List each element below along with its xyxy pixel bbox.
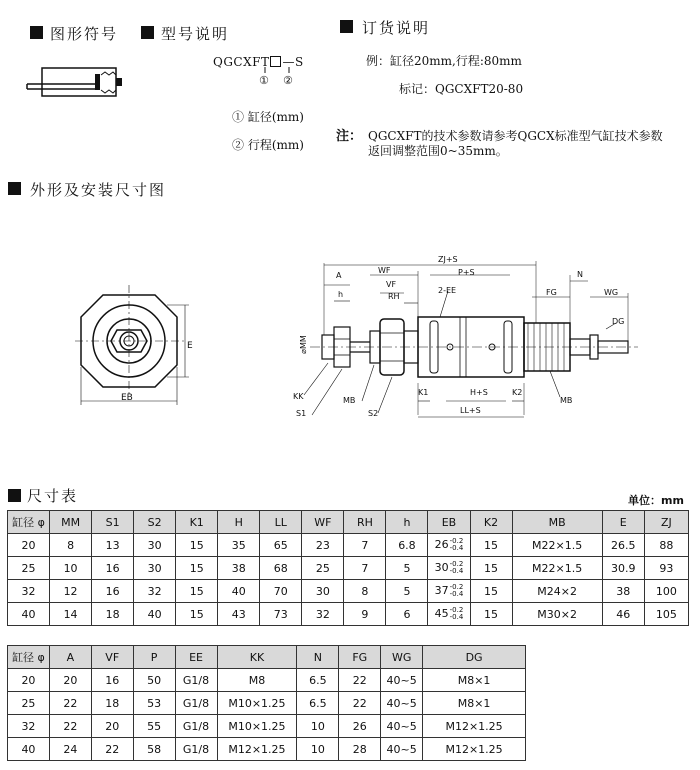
table-cell: 7 <box>344 557 386 580</box>
dimtable-heading: 尺寸表 <box>27 487 79 505</box>
table-cell: 23 <box>302 534 344 557</box>
table-cell: 15 <box>470 534 512 557</box>
dim-EE: 2-EE <box>438 286 457 295</box>
table-cell: 55 <box>133 715 175 738</box>
table-cell: 6 <box>386 603 428 626</box>
table-cell: M30×2 <box>512 603 602 626</box>
column-header: S1 <box>92 511 134 534</box>
dim-K2: K2 <box>512 388 523 397</box>
table-cell: 38 <box>218 557 260 580</box>
table-cell: 25 <box>8 692 50 715</box>
table-cell: 25 <box>8 557 50 580</box>
table-cell: 15 <box>176 580 218 603</box>
label-S2: S2 <box>368 409 379 418</box>
table-cell: 37 -0.2 -0.4 <box>428 580 470 603</box>
table-row <box>8 580 689 603</box>
table-cell: 6.5 <box>297 692 339 715</box>
table-cell: 15 <box>176 534 218 557</box>
table-cell: 70 <box>260 580 302 603</box>
table-cell: 26 -0.2 -0.4 <box>428 534 470 557</box>
table-cell: 20 <box>8 534 50 557</box>
table-cell: 40 <box>218 580 260 603</box>
column-header: DG <box>423 646 526 669</box>
symbol-heading: 图形符号 <box>50 25 119 43</box>
table-cell: 22 <box>339 669 381 692</box>
table-cell: 32 <box>8 715 50 738</box>
table-cell: 26.5 <box>602 534 644 557</box>
table-cell: 20 <box>8 669 50 692</box>
label-KK: KK <box>293 392 304 401</box>
table-cell: 30 <box>134 534 176 557</box>
table-cell: 20 <box>91 715 133 738</box>
table-cell: M22×1.5 <box>512 534 602 557</box>
dimension-table-2 <box>7 645 526 761</box>
dim-N: N <box>577 270 583 279</box>
dimension-table-1 <box>7 510 689 626</box>
column-header: P <box>133 646 175 669</box>
table-cell: G1/8 <box>175 669 217 692</box>
dim-A: A <box>336 271 342 280</box>
table-row <box>8 692 526 715</box>
order-mark: 标记：QGCXFT20-80 <box>399 82 524 96</box>
column-header: K2 <box>470 511 512 534</box>
bullet-square <box>30 26 43 39</box>
table-cell: 88 <box>644 534 688 557</box>
dim-E: E <box>187 341 193 351</box>
table-row <box>8 669 526 692</box>
table-cell: 26 <box>339 715 381 738</box>
table-row <box>8 603 689 626</box>
table-cell: 14 <box>50 603 92 626</box>
table-cell: 35 <box>218 534 260 557</box>
table-cell: M22×1.5 <box>512 557 602 580</box>
table-cell: 18 <box>92 603 134 626</box>
table-cell: 25 <box>302 557 344 580</box>
table-cell: M12×1.25 <box>217 738 297 761</box>
table-cell: 15 <box>470 557 512 580</box>
table-row <box>8 738 526 761</box>
table-cell: M10×1.25 <box>217 715 297 738</box>
table-cell: 40 <box>134 603 176 626</box>
cylinder-symbol <box>25 62 125 106</box>
table-cell: 20 <box>49 669 91 692</box>
column-header: FG <box>339 646 381 669</box>
dim-VF: VF <box>386 280 397 289</box>
table-cell: 40~5 <box>381 692 423 715</box>
table-header-row <box>8 646 526 669</box>
table-cell: 100 <box>644 580 688 603</box>
table-cell: 50 <box>133 669 175 692</box>
table-cell: 10 <box>297 738 339 761</box>
dim-K1: K1 <box>418 388 429 397</box>
column-header: RH <box>344 511 386 534</box>
table-cell: 6.5 <box>297 669 339 692</box>
model-code: QGCXFT —S <box>213 55 304 69</box>
dim-WG: WG <box>604 288 619 297</box>
tolerance: -0.2 -0.4 <box>449 560 464 575</box>
table-cell: G1/8 <box>175 692 217 715</box>
table-cell: 15 <box>176 603 218 626</box>
table-cell: M8 <box>217 669 297 692</box>
tolerance: -0.2 -0.4 <box>449 537 464 552</box>
order-example: 例：缸径20mm,行程:80mm <box>366 54 522 68</box>
bullet-square <box>8 182 21 195</box>
column-header: 缸径 φ <box>8 646 50 669</box>
column-header: WG <box>381 646 423 669</box>
column-header: H <box>218 511 260 534</box>
table-cell: 5 <box>386 580 428 603</box>
label-MB2: MB <box>560 396 573 405</box>
model-heading: 型号说明 <box>161 25 230 43</box>
column-header: K1 <box>176 511 218 534</box>
bullet-square <box>340 20 353 33</box>
dim-HS: H+S <box>470 388 488 397</box>
dim-EB: EB <box>121 393 133 403</box>
order-heading: 订货说明 <box>362 19 431 37</box>
column-header: S2 <box>134 511 176 534</box>
column-header: A <box>49 646 91 669</box>
table-cell: 8 <box>50 534 92 557</box>
column-header: MM <box>50 511 92 534</box>
table-cell: 46 <box>602 603 644 626</box>
table-cell: 40~5 <box>381 715 423 738</box>
dim-LLS: LL+S <box>460 406 481 415</box>
table-cell: M8×1 <box>423 669 526 692</box>
table-cell: 24 <box>49 738 91 761</box>
label-S1: S1 <box>296 409 307 418</box>
table-cell: 22 <box>91 738 133 761</box>
model-item-stroke: ② 行程(mm) <box>232 138 304 152</box>
bullet-square <box>141 26 154 39</box>
table-cell: 30.9 <box>602 557 644 580</box>
bullet-square <box>8 489 21 502</box>
table-cell: 15 <box>176 557 218 580</box>
table-cell: 40~5 <box>381 669 423 692</box>
column-header: WF <box>302 511 344 534</box>
note-line-2: 返回调整范围0~35mm。 <box>368 144 508 158</box>
column-header: ZJ <box>644 511 688 534</box>
table-cell: 45 -0.2 -0.4 <box>428 603 470 626</box>
column-header: EB <box>428 511 470 534</box>
table-cell: 16 <box>92 580 134 603</box>
dim-RH: RH <box>388 292 400 301</box>
table-cell: 93 <box>644 557 688 580</box>
table-cell: M10×1.25 <box>217 692 297 715</box>
table-cell: 6.8 <box>386 534 428 557</box>
table-cell: 8 <box>344 580 386 603</box>
table-cell: 10 <box>50 557 92 580</box>
marker-1: ① <box>259 74 269 87</box>
table-cell: G1/8 <box>175 715 217 738</box>
table-cell: 40 <box>8 738 50 761</box>
table-cell: 30 <box>302 580 344 603</box>
table-cell: M24×2 <box>512 580 602 603</box>
table-cell: 22 <box>339 692 381 715</box>
column-header: N <box>297 646 339 669</box>
table-cell: 15 <box>470 603 512 626</box>
column-header: LL <box>260 511 302 534</box>
dim-ZJS: ZJ+S <box>438 255 458 264</box>
dim-FG: FG <box>546 288 557 297</box>
dim-PS: P+S <box>458 268 475 277</box>
table-cell: 53 <box>133 692 175 715</box>
table-cell: 40~5 <box>381 738 423 761</box>
model-item-bore: ① 缸径(mm) <box>232 110 304 124</box>
tolerance: -0.2 -0.4 <box>449 606 464 621</box>
table-cell: 16 <box>92 557 134 580</box>
table-cell: M12×1.25 <box>423 738 526 761</box>
table-cell: 15 <box>470 580 512 603</box>
table-cell: 32 <box>8 580 50 603</box>
note-line-1: QGCXFT的技术参数请参考QGCX标准型气缸技术参数 <box>368 129 663 143</box>
table-cell: 5 <box>386 557 428 580</box>
table-cell: 30 <box>134 557 176 580</box>
table-cell: 12 <box>50 580 92 603</box>
column-header: E <box>602 511 644 534</box>
table-cell: 32 <box>134 580 176 603</box>
dim-WF: WF <box>378 266 391 275</box>
dim-DG: DG <box>612 317 625 326</box>
table-cell: 28 <box>339 738 381 761</box>
table-cell: 68 <box>260 557 302 580</box>
tolerance: -0.2 -0.4 <box>449 583 464 598</box>
table-cell: 22 <box>49 715 91 738</box>
table-row <box>8 534 689 557</box>
table-cell: 7 <box>344 534 386 557</box>
table-cell: 10 <box>297 715 339 738</box>
table-cell: 73 <box>260 603 302 626</box>
table-cell: 30 -0.2 -0.4 <box>428 557 470 580</box>
table-cell: M12×1.25 <box>423 715 526 738</box>
unit-label: 单位：mm <box>628 494 684 507</box>
note-label: 注： <box>336 129 363 144</box>
table-cell: 32 <box>302 603 344 626</box>
table-cell: 58 <box>133 738 175 761</box>
table-cell: 105 <box>644 603 688 626</box>
table-cell: 9 <box>344 603 386 626</box>
column-header: EE <box>175 646 217 669</box>
table-cell: 16 <box>91 669 133 692</box>
dim-MM: ⌀MM <box>298 335 308 354</box>
table-header-row <box>8 511 689 534</box>
table-cell: 65 <box>260 534 302 557</box>
column-header: VF <box>91 646 133 669</box>
outline-heading: 外形及安装尺寸图 <box>30 181 167 199</box>
column-header: h <box>386 511 428 534</box>
column-header: KK <box>217 646 297 669</box>
table-cell: M8×1 <box>423 692 526 715</box>
table-row <box>8 715 526 738</box>
table-cell: G1/8 <box>175 738 217 761</box>
table-cell: 22 <box>49 692 91 715</box>
front-view-drawing <box>75 285 195 415</box>
table-cell: 13 <box>92 534 134 557</box>
dim-h: h <box>338 290 344 299</box>
table-cell: 18 <box>91 692 133 715</box>
table-row <box>8 557 689 580</box>
column-header: 缸径 φ <box>8 511 50 534</box>
marker-2: ② <box>283 74 293 87</box>
table-cell: 40 <box>8 603 50 626</box>
column-header: MB <box>512 511 602 534</box>
label-MB: MB <box>343 396 356 405</box>
table-cell: 38 <box>602 580 644 603</box>
table-cell: 43 <box>218 603 260 626</box>
